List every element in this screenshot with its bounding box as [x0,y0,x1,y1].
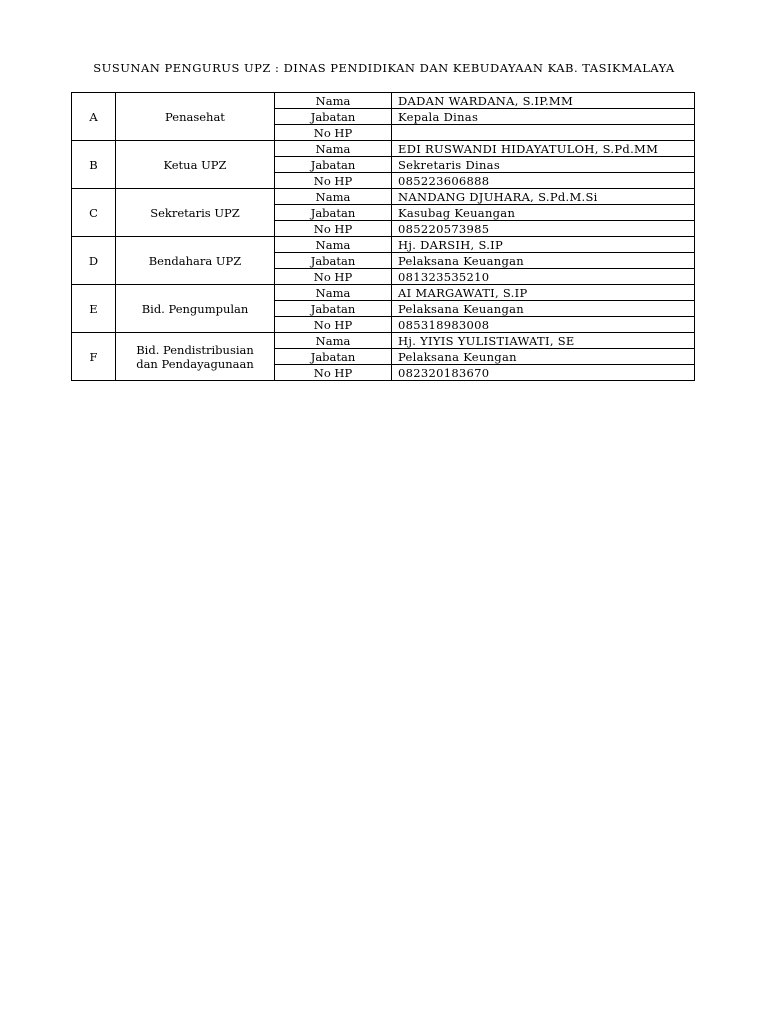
group-position: Ketua UPZ [163,157,227,172]
group-code: E [72,285,116,333]
field-value: Pelaksana Keungan [392,349,695,365]
group-position: Sekretaris UPZ [150,205,240,220]
field-value: 081323535210 [392,269,695,285]
group-position: Bendahara UPZ [148,253,242,268]
table-row [72,141,695,157]
field-value: Sekretaris Dinas [392,157,695,173]
field-value: AI MARGAWATI, S.IP [392,285,695,301]
field-value: NANDANG DJUHARA, S.Pd.M.Si [392,189,695,205]
group-code: D [72,237,116,285]
group-code: F [72,333,116,381]
field-label: No HP [275,269,392,285]
field-label: Jabatan [275,109,392,125]
field-value: Kasubag Keuangan [392,205,695,221]
field-value: DADAN WARDANA, S.IP.MM [392,93,695,109]
group-position: Penasehat [165,109,225,124]
field-label: Nama [275,333,392,349]
group-position-cell [116,93,275,141]
field-label: No HP [275,125,392,141]
field-value: Pelaksana Keuangan [392,253,695,269]
field-value: EDI RUSWANDI HIDAYATULOH, S.Pd.MM [392,141,695,157]
field-label: Nama [275,141,392,157]
table-row [72,333,695,349]
field-value: Hj. YIYIS YULISTIAWATI, SE [392,333,695,349]
field-label: No HP [275,317,392,333]
field-value: Pelaksana Keuangan [392,301,695,317]
group-code: A [72,93,116,141]
group-position: Bid. Pendistribusian dan Pendayagunaan [136,342,254,371]
field-label: Jabatan [275,253,392,269]
field-label: No HP [275,221,392,237]
group-position-cell [116,237,275,285]
field-label: Jabatan [275,301,392,317]
field-label: Jabatan [275,205,392,221]
committee-table [71,92,695,381]
field-value: 085318983008 [392,317,695,333]
field-value: Hj. DARSIH, S.IP [392,237,695,253]
group-position-cell [116,189,275,237]
field-label: Nama [275,237,392,253]
field-value: Kepala Dinas [392,109,695,125]
field-label: Nama [275,189,392,205]
field-value: 082320183670 [392,365,695,381]
field-label: Jabatan [275,157,392,173]
document-title: SUSUNAN PENGURUS UPZ : DINAS PENDIDIKAN DAN KEBUDAYAAN KAB. TASIKMALAYA [93,61,675,75]
table-row [72,237,695,253]
group-position-cell [116,141,275,189]
field-label: Nama [275,93,392,109]
group-position-cell [116,285,275,333]
field-value: 085223606888 [392,173,695,189]
table-row [72,93,695,109]
group-code: C [72,189,116,237]
committee-table-body [72,93,695,381]
group-position: Bid. Pengumpulan [141,301,249,316]
field-value: 085220573985 [392,221,695,237]
field-label: No HP [275,173,392,189]
field-value [392,125,695,141]
table-row [72,189,695,205]
group-position-cell [116,333,275,381]
field-label: No HP [275,365,392,381]
field-label: Nama [275,285,392,301]
field-label: Jabatan [275,349,392,365]
table-row [72,285,695,301]
group-code: B [72,141,116,189]
